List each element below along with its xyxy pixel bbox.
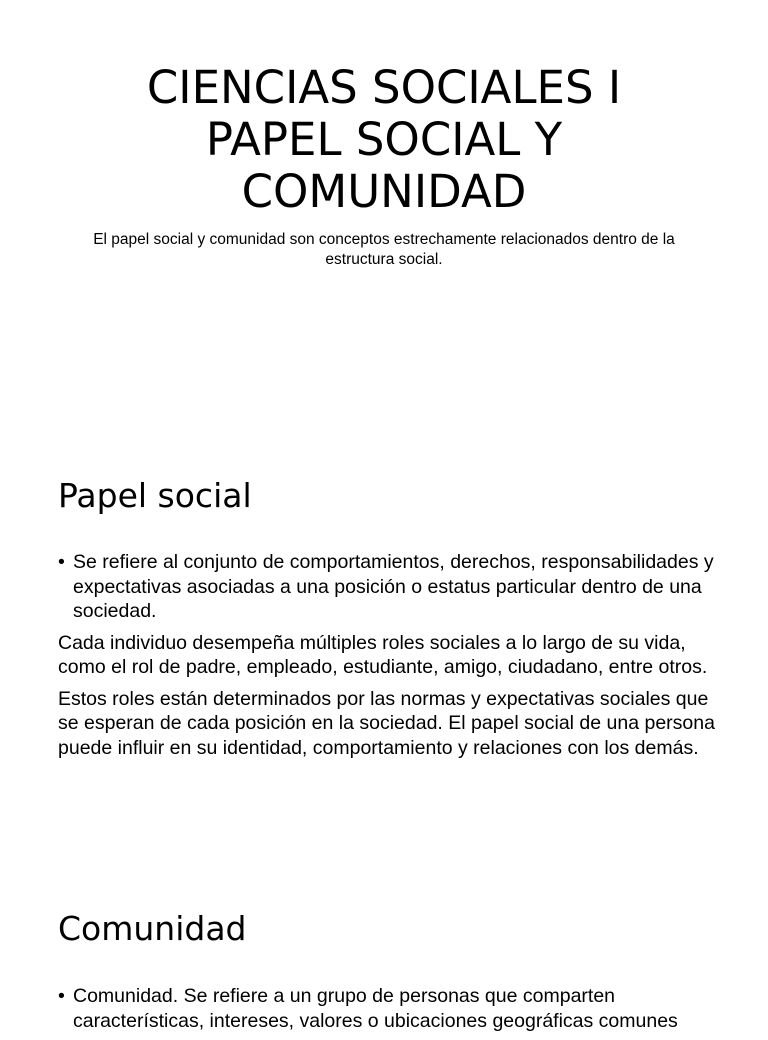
comunidad-bullet: • Comunidad. Se refiere a un grupo de personas que comparten características, intereses, valores o ubicaciones geográficas comunes xyxy=(58,984,708,1033)
title-slide xyxy=(0,0,768,440)
papel-social-paragraph-2: Estos roles están determinados por las normas y expectativas sociales que se esperan de cada posición en la sociedad. El papel social de una persona puede influir en su identidad, comportamiento y relaciones con los demás. xyxy=(58,687,715,759)
presentation-title xyxy=(0,62,768,218)
title-line-1: CIENCIAS SOCIALES I xyxy=(146,61,622,114)
papel-social-bullet: • Se refiere al conjunto de comportamientos, derechos, responsabilidades y expectativas asociadas a una posición o estatus particular dentro de una sociedad. xyxy=(58,550,718,624)
papel-social-body xyxy=(58,550,718,767)
comunidad-body xyxy=(58,984,708,1040)
papel-social-paragraph-1: Cada individuo desempeña múltiples roles sociales a lo largo de su vida, como el rol de padre, empleado, estudiante, amigo, ciudadano, entre otros. xyxy=(58,631,708,678)
section-heading-comunidad: Comunidad xyxy=(58,909,247,948)
title-line-2: PAPEL SOCIAL Y xyxy=(205,113,563,166)
title-line-3: COMUNIDAD xyxy=(241,165,527,218)
section-heading-papel-social: Papel social xyxy=(58,476,252,515)
presentation-subtitle: El papel social y comunidad son conceptos estrechamente relacionados dentro de la estructura social. xyxy=(93,231,675,268)
